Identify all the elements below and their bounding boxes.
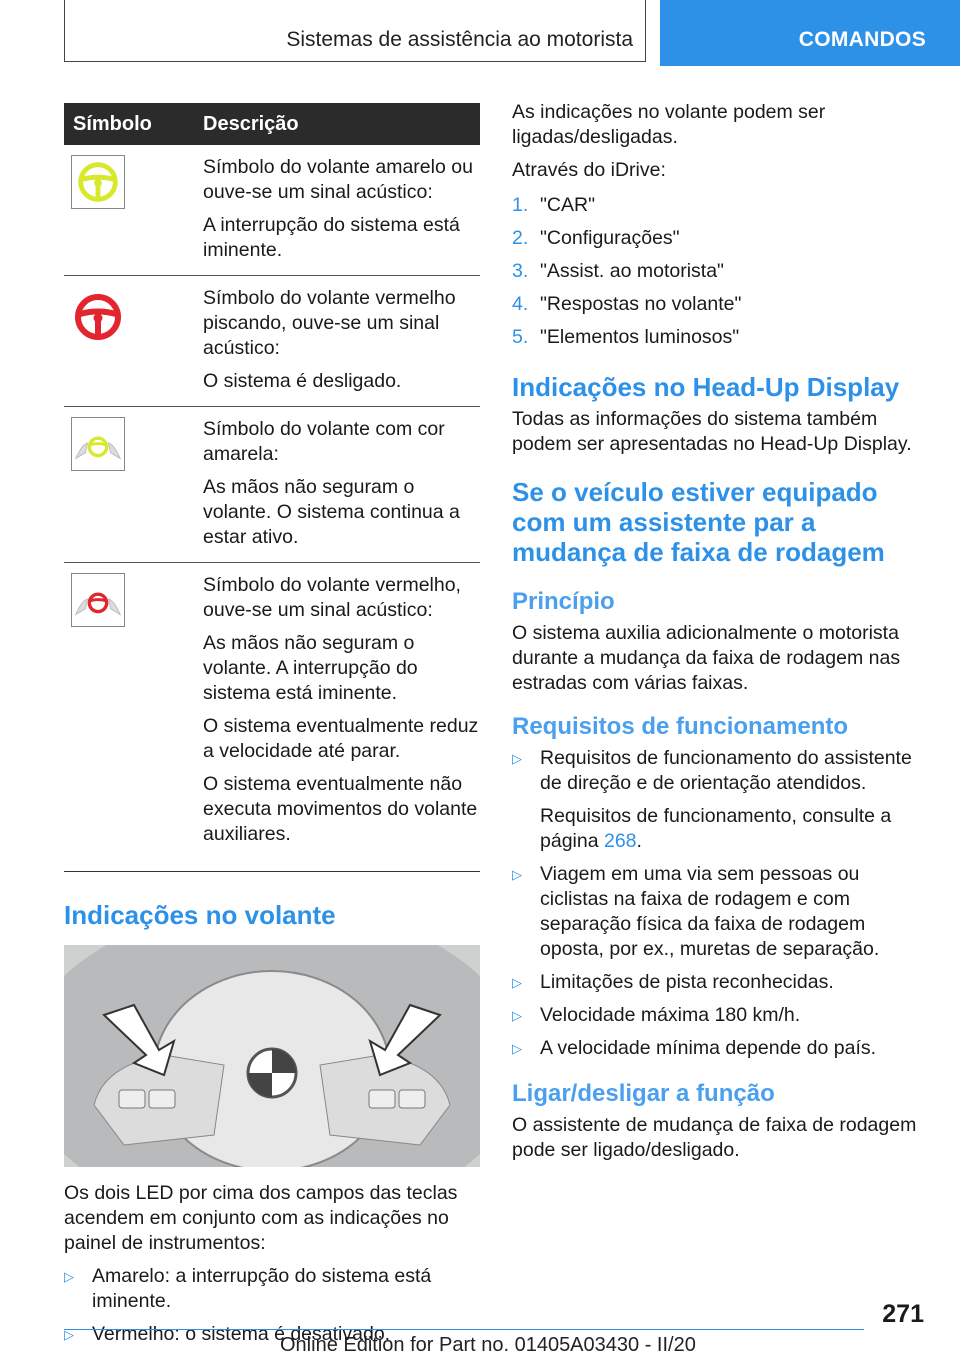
list-item: ▷ Requisitos de funcionamento do assistente de direção e de orientação atendidos. Requisitos de funcionamento, consulte a página 268. bbox=[512, 746, 926, 854]
principle-paragraph: O sistema auxilia adicionalmente o motorista durante a mudança da faixa de rodagem nas estradas com várias faixas. bbox=[512, 622, 901, 694]
right-column bbox=[512, 100, 926, 1163]
table-row bbox=[64, 407, 480, 563]
principle-heading: Princípio bbox=[512, 588, 615, 615]
chapter-tab bbox=[660, 0, 960, 66]
symbol-column-header: Símbolo bbox=[64, 103, 187, 145]
bullet-triangle-icon: ▷ bbox=[512, 975, 522, 990]
description-line: As mãos não seguram o volante. O sistema continua a estar ativo. bbox=[203, 476, 460, 548]
page-header bbox=[0, 0, 960, 66]
steering-wheel-indications-heading: Indicações no volante bbox=[64, 900, 336, 930]
list-item: 4. "Respostas no volante" bbox=[512, 293, 742, 315]
hud-heading: Indicações no Head-Up Display bbox=[512, 372, 900, 402]
description-line: Símbolo do volante vermelho piscando, ouve-se um sinal acústico: bbox=[203, 287, 456, 359]
description-line: O sistema eventualmente reduz a velocidade até parar. bbox=[203, 715, 479, 762]
steering-wheel-red-icon bbox=[71, 290, 125, 344]
intro-paragraph: As indicações no volante podem ser ligadas/desligadas. bbox=[512, 101, 826, 148]
list-item: ▷ Velocidade máxima 180 km/h. bbox=[512, 1004, 801, 1026]
led-paragraph: Os dois LED por cima dos campos das teclas acendem em conjunto com as indicações no painel de instrumentos: bbox=[64, 1182, 458, 1254]
page-link[interactable]: 268 bbox=[603, 830, 637, 852]
list-item: ▷ Amarelo: a interrupção do sistema está iminente. bbox=[64, 1265, 432, 1312]
description-column-header: Descrição bbox=[187, 103, 480, 145]
bullet-triangle-icon: ▷ bbox=[512, 1008, 522, 1023]
description-line: Símbolo do volante vermelho, ouve-se um sinal acústico: bbox=[203, 574, 461, 621]
description-line: Símbolo do volante com cor amarela: bbox=[203, 418, 445, 465]
requirements-reference: Requisitos de funcionamento, consulte a página 268. bbox=[540, 805, 892, 852]
steering-wheel-yellow-icon bbox=[71, 155, 125, 209]
list-item: 5. "Elementos luminosos" bbox=[512, 326, 740, 348]
hands-off-wheel-yellow-icon bbox=[71, 417, 125, 471]
section-title: Sistemas de assistência ao motorista bbox=[286, 28, 633, 51]
section-title-box bbox=[64, 0, 646, 62]
symbol-table bbox=[64, 103, 480, 872]
bullet-triangle-icon: ▷ bbox=[64, 1327, 74, 1342]
onoff-heading: Ligar/desligar a função bbox=[512, 1080, 775, 1107]
list-item: 1. "CAR" bbox=[512, 194, 596, 216]
bullet-triangle-icon: ▷ bbox=[64, 1269, 74, 1284]
hands-off-wheel-red-icon bbox=[71, 573, 125, 627]
description-line: O sistema é desligado. bbox=[203, 370, 402, 392]
list-item: ▷ Limitações de pista reconhecidas. bbox=[512, 971, 834, 993]
list-item: ▷ Viagem em uma via sem pessoas ou ciclistas na faixa de rodagem e com separação física da faixa de rodagem oposta, por ex., muretas de separação. bbox=[512, 863, 880, 960]
bullet-triangle-icon: ▷ bbox=[512, 867, 522, 882]
description-line: As mãos não seguram o volante. A interrupção do sistema está iminente. bbox=[203, 632, 418, 704]
footer-divider bbox=[64, 1329, 864, 1330]
description-line: O sistema eventualmente não executa movimentos do volante auxiliares. bbox=[203, 773, 478, 845]
equipped-heading: Se o veículo estiver equipado com um assistente par a mudança de faixa de rodagem bbox=[512, 477, 885, 567]
table-row bbox=[64, 276, 480, 407]
bullet-triangle-icon: ▷ bbox=[512, 751, 522, 766]
description-line: Símbolo do volante amarelo ou ouve-se um sinal acústico: bbox=[203, 156, 473, 203]
list-item: ▷ Vermelho: o sistema é desativado. bbox=[64, 1323, 391, 1345]
idrive-steps bbox=[512, 193, 926, 350]
onoff-paragraph: O assistente de mudança de faixa de rodagem pode ser ligado/desligado. bbox=[512, 1114, 917, 1161]
page-number: 271 bbox=[882, 1300, 924, 1328]
requirements-heading: Requisitos de funcionamento bbox=[512, 713, 849, 740]
bullet-triangle-icon: ▷ bbox=[512, 1041, 522, 1056]
via-idrive: Através do iDrive: bbox=[512, 159, 666, 181]
chapter-title: COMANDOS bbox=[798, 28, 926, 51]
table-row bbox=[64, 145, 480, 276]
edition-footer: Online Edition for Part no. 01405A03430 - II/20 bbox=[280, 1334, 696, 1356]
steering-wheel-illustration bbox=[64, 945, 480, 1167]
hud-paragraph: Todas as informações do sistema também podem ser apresentadas no Head-Up Display. bbox=[512, 408, 912, 455]
list-item: 3. "Assist. ao motorista" bbox=[512, 260, 724, 282]
list-item: ▷ A velocidade mínima depende do país. bbox=[512, 1037, 877, 1059]
table-row bbox=[64, 563, 480, 872]
left-column bbox=[64, 103, 480, 1347]
list-item: 2. "Configurações" bbox=[512, 227, 680, 249]
description-line: A interrupção do sistema está iminente. bbox=[203, 214, 460, 261]
